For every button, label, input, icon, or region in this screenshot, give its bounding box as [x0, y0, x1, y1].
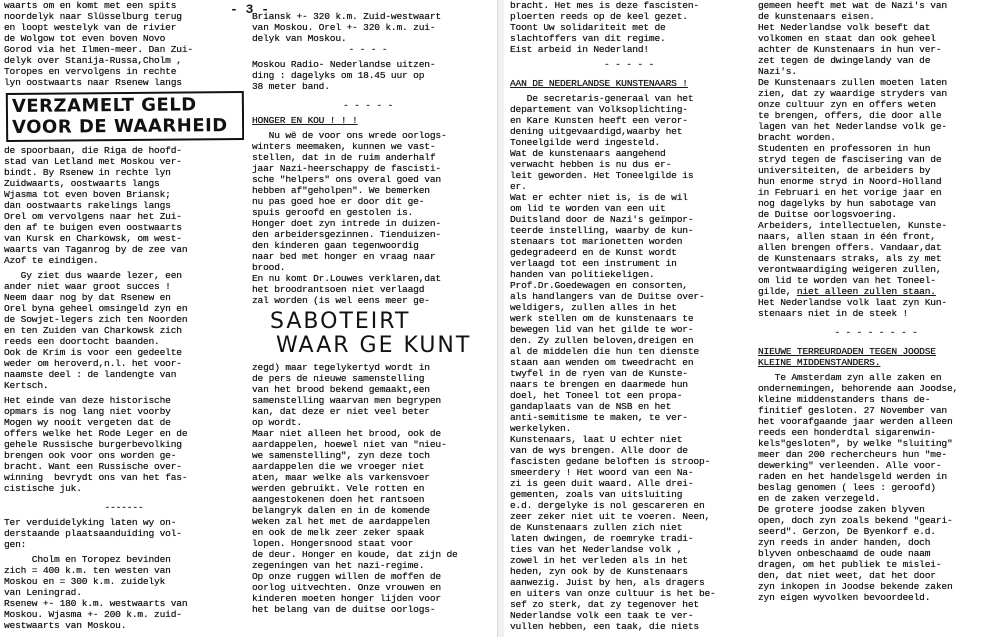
text-line: den. Zy zullen beloven,dreigen en — [510, 335, 694, 346]
text-line: winning bevrydt ons van het fas- — [4, 472, 188, 483]
text-line: weken zal het met de aardappelen — [252, 516, 430, 527]
col2-para-2 — [252, 362, 484, 615]
text-line: waarts van Taganrog by de zee van — [4, 244, 188, 255]
text-line: departement van Volksoplichting- — [510, 104, 688, 115]
text-line: hun enorme stryd in Noord-Holland — [758, 176, 942, 187]
text-line: Moskou en = 300 k.m. zuidelyk — [4, 576, 166, 587]
text-line: Maar niet alleen het brood, ook de — [252, 428, 441, 439]
text-line: verlaagd tot een instrument in — [510, 258, 677, 269]
text-line: sef zo sterk, dat zy tegenover het — [510, 599, 699, 610]
col1-top-text — [4, 0, 244, 88]
col1-para-2 — [4, 270, 244, 391]
page-gutter — [497, 0, 504, 637]
text-line: Orel byna geheel omsingeld zyn en — [4, 303, 188, 314]
text-line: naars te brengen en daarmede hun — [510, 379, 688, 390]
text-line: raden en het handelsgeld werden in — [758, 471, 947, 482]
text-line: aardappelen die we vroeger niet — [252, 461, 425, 472]
text-line: belangryk dalen en in de komende — [252, 505, 430, 516]
text-line: beslag genomen ( lees : geroofd) — [758, 482, 936, 493]
text-line: Wjasma tot even boven Briansk; — [4, 189, 171, 200]
text-line: werden gebruikt. Vele rotten en — [252, 483, 425, 494]
text-line: derstaande plaatsaanduiding vol- — [4, 528, 182, 539]
text-line: Kertsch. — [4, 380, 49, 391]
text-line: kinderen moeten honger lijden voor — [252, 593, 441, 604]
text-line: in Februari en het vorige jaar en — [758, 187, 942, 198]
column-3 — [510, 0, 748, 637]
text-line: den, dat niet weet, dat het door — [758, 570, 936, 581]
text-line: Toont Uw solidariteit met de — [510, 22, 666, 33]
text-line: de Wolgow tot even boven Novo — [4, 33, 166, 44]
text-line: delyk over Stanija-Russa,Cholm , — [4, 55, 182, 66]
text-line: Wat de kunstenaars aangehend — [510, 148, 666, 159]
text-line: nog dagelyks by hun sabotage van — [758, 198, 936, 209]
text-line: we samenstelling", zyn deze toch — [252, 450, 430, 461]
text-line: slachtoffers van dit regime. — [510, 33, 666, 44]
col4-closing-lines — [758, 297, 994, 319]
text-line: brengen ook voor ons worden ge- — [4, 450, 177, 461]
separator: - - - - — [348, 44, 388, 55]
text-line: bracht. Want een Russische over- — [4, 461, 182, 472]
text-line: Moskou. Wjasma +- 200 k.m. zuid- — [4, 609, 182, 620]
text-line: zi is geen duit waard. Alle drei- — [510, 478, 694, 489]
text-line: staan aan wenden om tweedracht en — [510, 357, 694, 368]
text-line: er. — [510, 181, 527, 192]
text-line: weder om heroverd,n.l. het voor- — [4, 358, 182, 369]
text-line: Ter verduidelyking laten wy on- — [4, 517, 177, 528]
section-heading-middenstanders: KLEINE MIDDENSTANDERS. — [758, 357, 881, 368]
text-line: en Kare Kunsten heeft een veror- — [510, 115, 688, 126]
text-line: lopen. Hongersnood staat voor — [252, 538, 414, 549]
text-line: aangestokenen doen het rantsoen — [252, 494, 425, 505]
text-line: gehele Russische burgerbevolking — [4, 439, 182, 450]
column-1 — [4, 0, 244, 637]
separator: - - - - - — [342, 100, 393, 111]
text-line: aten, maar welke als varkensvoer — [252, 472, 430, 483]
text-line: den arbeidersgezinnen. Tienduizen- — [252, 229, 441, 240]
text-line: den kinderen gaan tegenwoordig — [252, 240, 419, 251]
text-line: reeds een honderdtal sigarenwin- — [758, 427, 936, 438]
text-line: aanwezig. Juist by hen, als dragers — [510, 577, 705, 588]
col4-gilde-line — [758, 286, 994, 297]
text-line: van Kursk en Charkowsk, om west- — [4, 233, 182, 244]
text-line: stryd tegen de fascisering van de — [758, 154, 942, 165]
text-line: zet tegen de dwingelandy van de — [758, 55, 931, 66]
text-line: van de wys brengen. Alle door de — [510, 445, 688, 456]
text-line: Prof.Dr.Goedewagen en consorten, — [510, 280, 688, 291]
text-line: laten dwingen, de roemryke tradi- — [510, 533, 694, 544]
headline-saboteert — [270, 310, 484, 358]
text-line: Moskou Radio- Nederlandse uitzen- — [252, 59, 436, 70]
text-line: het broodrantsoen niet verlaagd — [252, 284, 425, 295]
headline-line: SABOTEIRT — [270, 309, 411, 334]
text-line: bracht. Het mes is deze fascisten- — [510, 0, 699, 11]
text-line: open, doch zyn zoals bekend "geari- — [758, 515, 953, 526]
text-line: de Sowjet-legers zich ten Noorden — [4, 314, 188, 325]
text-line: bewegen lid van het gilde te wor- — [510, 324, 694, 335]
text-line: sche "helpers" ons overal goed van — [252, 174, 441, 185]
text-line: stenaars niet in de steek ! — [758, 308, 909, 319]
text-line: Ook de Krim is voor een gedeelte — [4, 347, 182, 358]
text-line: van Leningrad. — [4, 587, 82, 598]
text-line: vullen hebben, een taak, die niets — [510, 621, 699, 632]
text-line: Gorod via het Ilmen-meer. Dan Zui- — [4, 44, 193, 55]
separator: - - - - - — [603, 59, 654, 70]
text-line: de pers de nieuwe samenstelling — [252, 373, 425, 384]
text-line: gandaplaats van de NSB en het — [510, 401, 672, 412]
text-line: onze cultuur zyn en offers weten — [758, 99, 936, 110]
text-line: reeds een doortocht baanden. — [4, 336, 160, 347]
column-4 — [758, 0, 994, 637]
text-line: blyven onbeschaamd de oude naam — [758, 548, 931, 559]
text-line: Briansk +- 320 k.m. Zuid-westwaart — [252, 11, 441, 22]
text-line: ondernemingen, behorende aan Joodse, — [758, 383, 959, 394]
text-line: Orel om vervolgens naar het Zui- — [4, 211, 182, 222]
section-heading-honger-en-kou: HONGER EN KOU ! ! ! — [252, 115, 358, 126]
text-line: Duitsland door de Nazi's geïmpor- — [510, 214, 694, 225]
text-line: cistische juk. — [4, 483, 82, 494]
text-line: om lid te worden van een uit — [510, 203, 666, 214]
text-line: Azof te eindigen. — [4, 255, 99, 266]
text-line: zyn reeds in ander handen, doch — [758, 537, 931, 548]
col3-top-text — [510, 0, 748, 55]
text-line: van Moskou. Orel +- 320 k.m. zui- — [252, 22, 436, 33]
col1-after-headline — [4, 145, 244, 266]
text-line: werk stellen om de kunstenaars te — [510, 313, 694, 324]
text-line: doel, het Toneel tot een propa- — [510, 390, 683, 401]
text-line: zyn eigen wyvolken bevoordeeld. — [758, 592, 931, 603]
text-line: de spoorbaan, die Riga de hoofd- — [4, 145, 182, 156]
text-line: dragen, om het publiek te mislei- — [758, 559, 942, 570]
text-line: achter de Kunstenaars in hun ver- — [758, 44, 942, 55]
text-line: brood. — [252, 262, 286, 273]
text-line: verwacht hebben is nu dus er- — [510, 159, 672, 170]
headline-line: VOOR DE WAARHEID — [11, 115, 228, 138]
text-line: kleine middenstanders thans de- — [758, 394, 931, 405]
text-line: lyn oostwaarts naar Rsenew langs — [4, 77, 182, 88]
text-line: dan oostwaarts rakelings langs — [4, 200, 171, 211]
text-line: naars, allen staan in één front, — [758, 231, 936, 242]
text-line: nu pas goed hoe er door dit ge- — [252, 196, 425, 207]
text-line: Zuidwaarts, oostwaarts langs — [4, 178, 160, 189]
text-line: zyn inkopen in Joodse bekende zaken — [758, 581, 953, 592]
text-line: en uiters van onze cultuur is het be- — [510, 588, 716, 599]
text-line: Te Amsterdam zyn alle zaken en — [758, 372, 942, 383]
text-line: smeerdery ! Het woord van een Na- — [510, 467, 694, 478]
text-line: finitief gesloten. 27 November van — [758, 405, 947, 416]
text-line: twyfel in de ryen van de Kunste- — [510, 368, 688, 379]
text-line: anti-semitisme te maken, te ver- — [510, 412, 688, 423]
text-line: lagen van het Nederlandse volk ge- — [758, 121, 947, 132]
text-line: de Kunstenaars straks, als zy met — [758, 253, 942, 264]
text-line: universiteiten, de arbeiders by — [758, 165, 931, 176]
text-line: ding : dagelyks om 18.45 uur op — [252, 70, 425, 81]
separator: ------- — [104, 502, 144, 513]
text-line: Het Nederlandse volk laat zyn Kun- — [758, 297, 947, 308]
text-line: gedegradeerd en de Kunst wordt — [510, 247, 677, 258]
headline-line: VERZAMELT GELD — [11, 94, 197, 117]
text-line: De Kunstenaars zullen moeten laten — [758, 77, 947, 88]
text-line: zal worden (is wel eens meer ge- — [252, 295, 430, 306]
text-line: als handlangers van de Duitse over- — [510, 291, 705, 302]
text-line: verontwaardiging weigeren zullen, — [758, 264, 942, 275]
text-line: werkelyken. — [510, 423, 572, 434]
text-line: de Kunstenaars zullen zich niet — [510, 522, 683, 533]
text-line: noordelyk naar Slüsselburg terug — [4, 11, 182, 22]
text-line: Neem daar nog by dat Rsenew en — [4, 292, 171, 303]
headline-verzamelt-geld — [6, 91, 244, 142]
text-line: bracht worden. — [758, 132, 836, 143]
text-line: 38 meter band. — [252, 81, 330, 92]
text-line: e.d. dergelyke is nol gescareren en — [510, 500, 705, 511]
text-line: naar bed met honger en vraag naar — [252, 251, 436, 262]
text-line: Toneelgilde werd ingesteld. — [510, 137, 661, 148]
text-line: en ten Zuiden van Charkowsk zich — [4, 325, 182, 336]
col1-para-3 — [4, 395, 244, 494]
text-line: Arbeiders, intellectuelen, Kunste- — [758, 220, 947, 231]
gilde-underlined: niet alleen zullen staan. — [796, 286, 936, 297]
text-line: bindt. By Rsenew in rechte lyn — [4, 167, 171, 178]
text-line: en loopt westelyk van de rivier — [4, 22, 177, 33]
text-line: gementen, zoals van uitsluiting — [510, 489, 683, 500]
text-line: opmars is nog lang niet voorby — [4, 406, 171, 417]
text-line: en de zaken verzegeld. — [758, 493, 881, 504]
text-line: meer dan 200 rechercheurs hun "me- — [758, 449, 947, 460]
col2-radio-notice — [252, 59, 484, 92]
text-line: delyk van Moskou. — [252, 33, 347, 44]
text-line: offers welke het Rode Leger en de — [4, 428, 188, 439]
col1-para-4 — [4, 517, 244, 550]
text-line: weldigers, zullen alles in het — [510, 302, 677, 313]
text-line: Eist arbeid in Nederland! — [510, 44, 649, 55]
text-line: op wordt. — [252, 417, 303, 428]
text-line: Wat er echter niet is, is de wil — [510, 192, 688, 203]
text-line: De secretaris-generaal van het — [510, 93, 694, 104]
text-line: ander niet waar groot succes ! — [4, 281, 171, 292]
text-line: Gy ziet dus waarde lezer, een — [4, 270, 182, 281]
text-line: ties van het Nederlandse volk , — [510, 544, 683, 555]
text-line: dewerking" verleenden. Alle voor- — [758, 460, 942, 471]
col2-para-1 — [252, 130, 484, 306]
text-line: het belang van de duitse oorlogs- — [252, 604, 436, 615]
text-line: samenstelling waarvan men begrypen — [252, 395, 441, 406]
text-line: de Duitse oorlogsvoering. — [758, 209, 897, 220]
text-line: Nazi's. — [758, 66, 797, 77]
text-line: dening uitgevaardigd,waarby het — [510, 126, 683, 137]
text-line: naamste deel : de landengte van — [4, 369, 177, 380]
col4-body — [758, 372, 994, 603]
text-line: winters meemaken, kunnen we vast- — [252, 141, 436, 152]
col3-body — [510, 93, 748, 632]
text-line: het voorafgaande jaar werden alleen — [758, 416, 953, 427]
column-2 — [252, 0, 484, 637]
text-line: Studenten en professoren in hun — [758, 143, 931, 154]
text-line: kan, dat deze er niet veel beter — [252, 406, 430, 417]
text-line: kels"gesloten", by welke "sluiting" — [758, 438, 953, 449]
text-line: en ook de melk zeer zeker spaak — [252, 527, 425, 538]
text-line: waarts om en komt met een spits — [4, 0, 177, 11]
col2-top-text — [252, 11, 484, 44]
separator: - - - - - - - - — [834, 327, 918, 338]
text-line: de kunstenaars eisen. — [758, 11, 875, 22]
text-line: ploerten reeds op de keel gezet. — [510, 11, 688, 22]
text-line: Het einde van deze historische — [4, 395, 171, 406]
text-line: leit geworden. Het Toneelgilde is — [510, 170, 694, 181]
text-line: zegd) maar tegelykertyd wordt in — [252, 362, 430, 373]
text-line: gemeen heeft met wat de Nazi's van — [758, 0, 947, 11]
text-line: heden, zyn ook by de Kunstenaars — [510, 566, 688, 577]
text-line: Nu wë de voor ons wrede oorlogs- — [252, 130, 447, 141]
section-heading-terreurdaden: NIEUWE TERREURDADEN TEGEN JOODSE — [758, 346, 936, 357]
text-line: zegeningen van het nazi-regime. — [252, 560, 425, 571]
text-line: Rsenew +- 180 k.m. westwaarts van — [4, 598, 188, 609]
text-line: om lid te worden van het Toneel- — [758, 275, 936, 286]
text-line: stellen, dat in de ruim anderhalf — [252, 152, 436, 163]
text-line: den af te buigen even oostwaarts — [4, 222, 182, 233]
text-line: al de middelen die hun ten dienste — [510, 346, 699, 357]
text-line: Toropes en vervolgens in rechte — [4, 66, 177, 77]
page-number: - 3 - — [230, 2, 270, 17]
text-line: seerd". Gerzon, De Byenkorf e.d. — [758, 526, 936, 537]
gilde-prefix: gilde, — [758, 286, 797, 297]
text-line: Nederlandse volk een taak te ver- — [510, 610, 694, 621]
text-line: teerde instelling, waarby de kun- — [510, 225, 694, 236]
text-line: Cholm en Toropez bevinden — [4, 554, 171, 565]
col4-top-text — [758, 0, 994, 286]
text-line: Mogen wy nooit vergeten dat de — [4, 417, 171, 428]
text-line: En nu komt Dr.Louwes verklaren,dat — [252, 273, 441, 284]
text-line: handen van politiekeligen. — [510, 269, 655, 280]
text-line: zowel in het verleden als in het — [510, 555, 688, 566]
text-line: Het Nederlandse volk beseft dat — [758, 22, 931, 33]
text-line: hebben af"geholpen". We bemerken — [252, 185, 430, 196]
text-line: aardappelen, hoewel niet van "nieu- — [252, 439, 447, 450]
text-line: zich = 400 k.m. ten westen van — [4, 565, 171, 576]
text-line: westwaarts van Moskou. — [4, 620, 127, 631]
text-line: stenaars tot marionetten worden — [510, 236, 683, 247]
text-line: van het brood bekend gemaakt,een — [252, 384, 430, 395]
text-line: de deur. Honger en koude, dat zijn de — [252, 549, 458, 560]
text-line: volkomen en staat dan ook geheel — [758, 33, 936, 44]
text-line: De grotere joodse zaken blyven — [758, 504, 925, 515]
text-line: allen brengen offers. Vandaar,dat — [758, 242, 942, 253]
col1-places — [4, 554, 244, 631]
text-line: fascisten gedane beloften is stroop- — [510, 456, 711, 467]
text-line: Honger doet zyn intrede in duizen- — [252, 218, 441, 229]
text-line: zien, dat zy waardige stryders van — [758, 88, 947, 99]
text-line: te brengen, offers, die door alle — [758, 110, 942, 121]
text-line: oorlog uitvechten. Onze vrouwen en — [252, 582, 441, 593]
text-line: stad van Letland met Moskou ver- — [4, 156, 182, 167]
text-line: spuis geroofd en gestolen is. — [252, 207, 414, 218]
text-line: gen: — [4, 539, 27, 550]
text-line: zeer zeker niet uit te voeren. Neen, — [510, 511, 711, 522]
headline-line: WAAR GE KUNT — [276, 333, 472, 358]
text-line: Kunstenaars, laat U echter niet — [510, 434, 683, 445]
text-line: Op onze ruggen willen de moffen de — [252, 571, 441, 582]
text-line: jaar Nazi-heerschappy de fascisti- — [252, 163, 441, 174]
section-heading-kunstenaars: AAN DE NEDERLANDSE KUNSTENAARS ! — [510, 78, 688, 89]
